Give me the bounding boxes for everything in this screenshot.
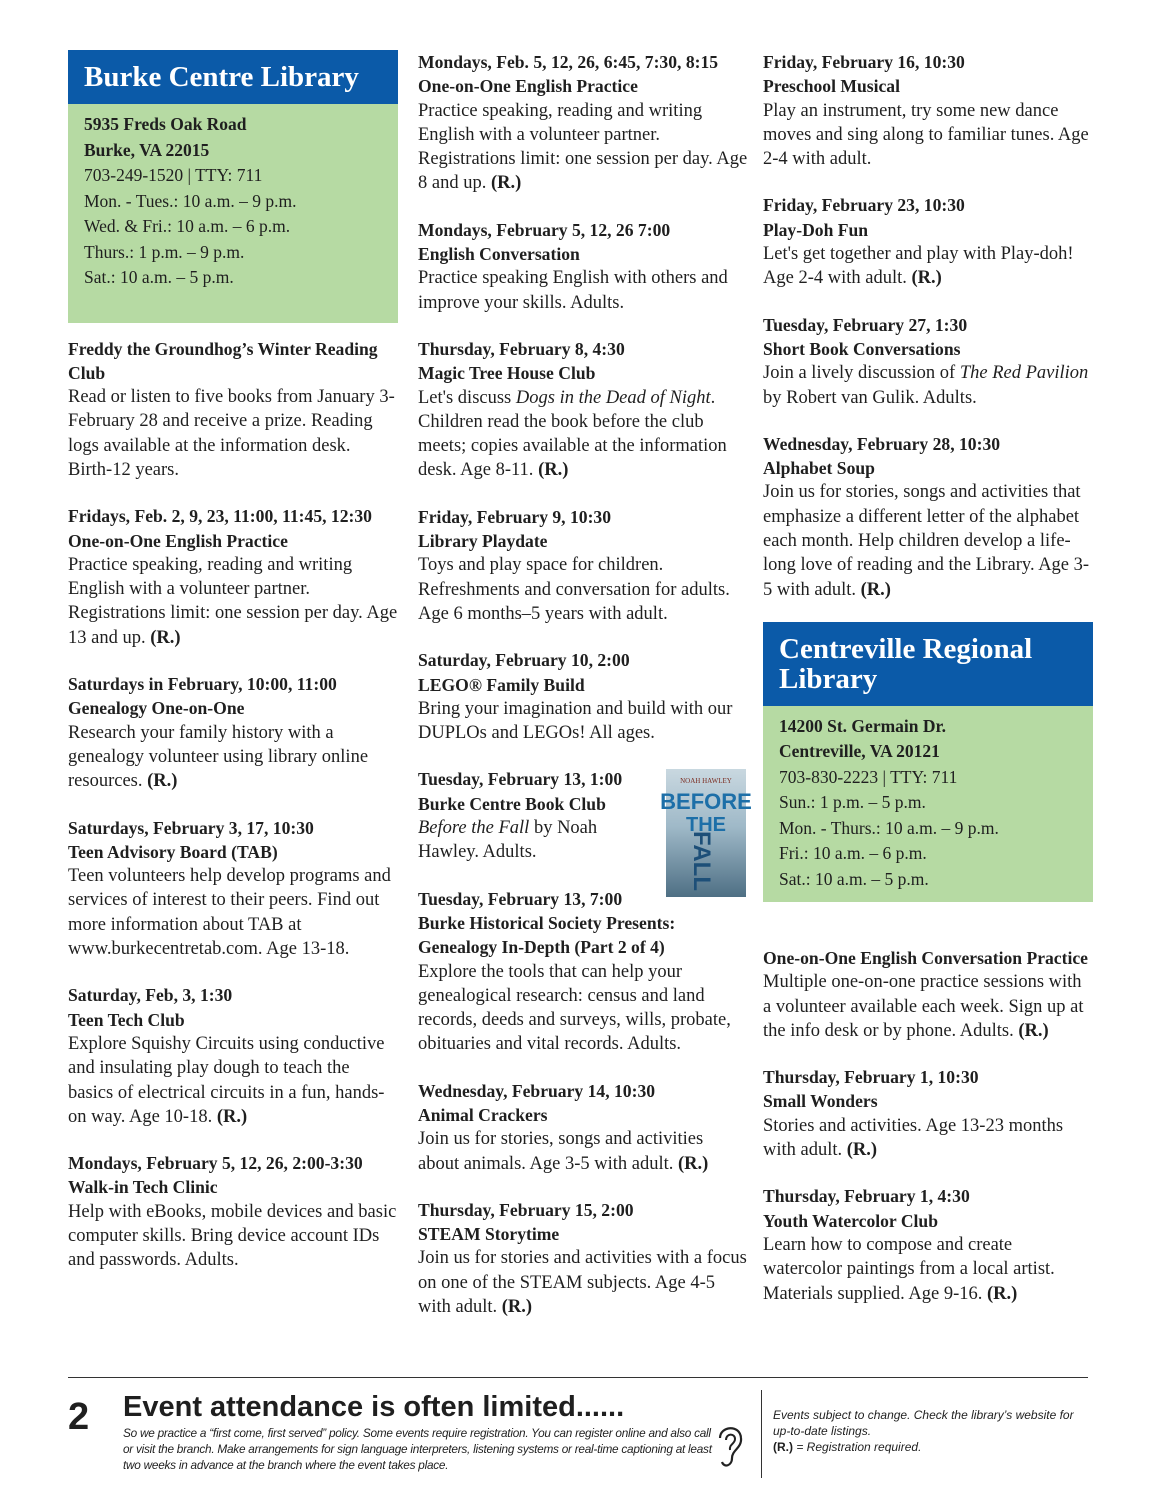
cover-title-word: FALL	[688, 831, 715, 892]
burke-address-line2: Burke, VA 22015	[84, 139, 210, 160]
burke-phone: 703-249-1520 | TTY: 711	[84, 165, 263, 185]
event-desc	[763, 1114, 1093, 1163]
event-desc	[418, 99, 748, 196]
event-item	[68, 337, 398, 483]
event-desc-text: Practice speaking, reading and writing English with a volunteer partner. Registrations limit: one session per day. Age 13 and up.	[68, 554, 398, 648]
event-desc	[418, 386, 748, 483]
centreville-hours-line: Sat.: 10 a.m. – 5 p.m.	[779, 868, 929, 889]
event-when: Wednesday, February 14, 10:30	[418, 1080, 656, 1101]
event-when: Tuesday, February 13, 1:00	[418, 769, 623, 790]
event-when: Friday, February 16, 10:30	[763, 52, 965, 72]
event-desc	[418, 697, 748, 746]
book-title: The Red Pavilion	[959, 363, 1089, 384]
event-title: One-on-One English Conversation Practice	[763, 948, 1088, 968]
event-desc-text: Help with eBooks, mobile devices and basic computer skills. Bring device account IDs and passwords. Adults.	[68, 1201, 397, 1271]
registration-mark: (R.)	[216, 1106, 248, 1127]
registration-key-mark: (R.)	[773, 1440, 793, 1454]
registration-mark: (R.)	[538, 460, 569, 481]
event-item	[763, 193, 1093, 290]
event-desc	[763, 970, 1093, 1043]
cover-author: NOAH HAWLEY	[680, 777, 732, 786]
col1-event-list	[68, 337, 398, 1273]
registration-mark: (R.)	[490, 173, 522, 194]
event-desc-text: Bring your imagination and build with our DUPLOs and LEGOs! All ages.	[418, 698, 733, 744]
event-desc-text: Join a lively discussion of	[763, 363, 960, 384]
event-item	[418, 648, 748, 745]
burke-hours-line: Mon. - Tues.: 10 a.m. – 9 p.m.	[84, 190, 297, 211]
burke-library-header: Burke Centre Library	[68, 50, 398, 104]
event-when: Fridays, Feb. 2, 9, 23, 11:00, 11:45, 12:30	[68, 506, 372, 527]
event-desc-text: Stories and activities. Age 13-23 months with adult.	[763, 1115, 1064, 1161]
event-item	[68, 816, 398, 962]
event-title: Freddy the Groundhog’s Winter Reading Club	[68, 338, 378, 383]
event-desc-text: Join us for stories and activities with a focus on one of the STEAM subjects. Age 4-5 with adult.	[418, 1248, 747, 1318]
event-when: Mondays, Feb. 5, 12, 26, 6:45, 7:30, 8:15	[418, 52, 719, 72]
footer-body: So we practice a “first come, first served” policy. Some events require registration. You can register online and also call or visit the branch. Make arrangements for sign language interpreters, listening systems or real-time captioning at least two weeks in advance at the branch where the event takes place.	[123, 1426, 712, 1472]
registration-mark: (R.)	[150, 627, 181, 648]
cover-title-word: BEFORE	[660, 789, 752, 815]
registration-mark: (R.)	[1018, 1020, 1049, 1041]
col3-event-list-a	[763, 50, 1093, 291]
event-desc	[763, 361, 1093, 410]
event-item	[763, 1184, 1093, 1305]
event-title: One-on-One English Practice	[418, 76, 638, 97]
col3-event-list-b	[763, 946, 1093, 1328]
event-title: One-on-One English Practice	[68, 530, 288, 551]
footer-divider	[68, 1377, 1088, 1378]
event-when: Saturdays, February 3, 17, 10:30	[68, 817, 314, 838]
event-title: Genealogy One-on-One	[68, 698, 245, 719]
centreville-hours-line: Sun.: 1 p.m. – 5 p.m.	[779, 792, 926, 813]
event-when: Friday, February 23, 10:30	[763, 195, 965, 216]
event-title: Magic Tree House Club	[418, 363, 596, 384]
event-item	[68, 504, 398, 650]
event-title: English Conversation	[418, 244, 580, 265]
event-desc-text: Explore the tools that can help your genealogical research: census and land records, deeds and surveys, wills, probate, obituaries and vital records. Adults.	[418, 961, 731, 1055]
event-desc-text: Read or listen to five books from January 3-February 28 and receive a prize. Reading logs available at the information desk. Birth-12 years.	[68, 387, 395, 480]
event-desc	[418, 1127, 748, 1176]
centreville-library-header: Centreville Regional Library	[763, 622, 1093, 706]
event-when: Thursday, February 15, 2:00	[418, 1199, 634, 1220]
event-desc	[68, 553, 398, 650]
registration-mark: (R.)	[147, 771, 178, 792]
registration-key	[773, 1439, 1093, 1455]
event-desc-text: Join us for stories, songs and activities about animals. Age 3-5 with adult.	[418, 1129, 704, 1174]
event-desc	[68, 385, 398, 482]
event-item	[418, 218, 748, 315]
event-alphabet-soup	[763, 432, 1093, 602]
event-title: Play-Doh Fun	[763, 219, 869, 240]
event-desc	[68, 864, 398, 961]
event-title: Animal Crackers	[418, 1104, 548, 1125]
event-item	[763, 50, 1093, 171]
registration-key-meaning: = Registration required.	[793, 1440, 922, 1454]
burke-hours-line: Wed. & Fri.: 10 a.m. – 6 p.m.	[84, 216, 291, 236]
event-book-club	[418, 767, 752, 892]
burke-library-info	[68, 104, 398, 323]
event-magic-tree-house	[418, 337, 748, 483]
event-desc	[68, 1032, 398, 1129]
event-item	[68, 672, 398, 793]
event-desc-text: . Children read the book before the club meets; copies available at the information desk. Age 8-11.	[418, 387, 727, 481]
event-desc-text: by Robert van Gulik. Adults.	[763, 387, 977, 408]
centreville-hours-line: Fri.: 10 a.m. – 6 p.m.	[779, 843, 927, 864]
event-desc-text: Research your family history with a genealogy volunteer using library online resources.	[68, 722, 369, 792]
footer-heading: Event attendance is often limited......	[123, 1391, 625, 1423]
centreville-hours-line: Mon. - Thurs.: 10 a.m. – 9 p.m.	[779, 817, 999, 838]
event-desc-text: Join us for stories, songs and activities that emphasize a different letter of the alphabet each month. Help children develop a life-long love of reading and the Library. Age 3-5 with adult.	[763, 482, 1090, 600]
event-short-book	[763, 313, 1093, 410]
event-desc-text: Explore Squishy Circuits using conductive and insulating play dough to teach the basics of electrical circuits in a fun, hands-on way. Age 10-18.	[68, 1033, 385, 1127]
centreville-library-info	[763, 706, 1093, 903]
event-title: Teen Advisory Board (TAB)	[68, 841, 278, 862]
event-desc	[763, 480, 1093, 601]
event-desc	[68, 1200, 398, 1273]
event-title: Library Playdate	[418, 531, 548, 552]
event-title: LEGO® Family Build	[418, 674, 585, 695]
book-title: Before the Fall	[418, 818, 530, 839]
event-desc	[763, 1233, 1093, 1306]
event-item	[418, 1198, 748, 1319]
event-when: Tuesday, February 13, 7:00	[418, 888, 623, 909]
event-title: Burke Centre Book Club	[418, 793, 606, 814]
event-when: Thursday, February 8, 4:30	[418, 338, 625, 359]
footer-vertical-divider	[761, 1390, 762, 1478]
event-title: Alphabet Soup	[763, 458, 875, 479]
event-title: STEAM Storytime	[418, 1224, 560, 1245]
page-number: 2	[68, 1396, 90, 1438]
event-item	[68, 1151, 398, 1272]
hearing-ear-icon	[710, 1420, 748, 1472]
event-desc	[418, 266, 748, 315]
footer-note-text: Events subject to change. Check the library’s website for up-to-date listings.	[773, 1408, 1074, 1438]
registration-mark: (R.)	[678, 1153, 709, 1174]
event-desc-text: Learn how to compose and create watercolor paintings from a local artist. Materials supplied. Age 9-16.	[763, 1234, 1055, 1304]
event-item	[418, 505, 748, 626]
event-when: Mondays, February 5, 12, 26 7:00	[418, 219, 671, 240]
event-desc-text: by Noah Hawley. Adults.	[418, 818, 598, 863]
cover-title-word: THE	[686, 814, 726, 837]
event-desc	[418, 553, 748, 626]
event-title: Short Book Conversations	[763, 338, 961, 359]
event-item	[763, 946, 1093, 1043]
event-when: Mondays, February 5, 12, 26, 2:00-3:30	[68, 1153, 363, 1174]
event-item	[418, 1079, 748, 1176]
registration-mark: (R.)	[846, 1140, 878, 1161]
event-when: Friday, February 9, 10:30	[418, 506, 612, 527]
centreville-address-line1: 14200 St. Germain Dr.	[779, 715, 947, 736]
col2-event-list-c	[418, 887, 748, 1320]
event-title: Preschool Musical	[763, 76, 900, 97]
col2-event-list-a	[418, 50, 748, 315]
centreville-phone: 703-830-2223 | TTY: 711	[779, 766, 958, 787]
column-3	[763, 50, 1093, 902]
event-title: Youth Watercolor Club	[763, 1210, 938, 1231]
event-when: Thursday, February 1, 4:30	[763, 1186, 970, 1207]
footer-note	[773, 1407, 1093, 1455]
event-when: Saturday, February 10, 2:00	[418, 650, 630, 671]
event-when: Saturdays in February, 10:00, 11:00	[68, 674, 337, 695]
event-item	[763, 1065, 1093, 1162]
column-1	[68, 50, 398, 1295]
registration-mark: (R.)	[501, 1297, 533, 1318]
event-when: Tuesday, February 27, 1:30	[763, 314, 968, 335]
event-desc	[763, 242, 1093, 291]
book-cover-image	[660, 769, 752, 897]
centreville-address-line2: Centreville, VA 20121	[779, 741, 940, 762]
registration-mark: (R.)	[987, 1283, 1018, 1304]
registration-mark: (R.)	[911, 268, 942, 289]
event-item	[418, 887, 748, 1057]
column-2	[418, 50, 752, 1341]
event-title: Walk-in Tech Clinic	[68, 1177, 218, 1198]
event-desc-text: Practice speaking, reading and writing English with a volunteer partner. Registrations limit: one session per day. Age 8 and up.	[418, 100, 748, 194]
event-desc	[418, 960, 748, 1057]
event-desc	[418, 816, 618, 865]
event-when: Saturday, Feb, 3, 1:30	[68, 985, 233, 1006]
event-title: Burke Historical Society Presents: Genealogy In-Depth (Part 2 of 4)	[418, 912, 676, 958]
event-desc-text: Multiple one-on-one practice sessions with a volunteer available each week. Sign up at the info desk or by phone. Adults.	[763, 972, 1084, 1041]
event-desc-text: Let's discuss	[418, 387, 516, 408]
burke-hours-line: Sat.: 10 a.m. – 5 p.m.	[84, 267, 234, 287]
event-desc-text: Play an instrument, try some new dance moves and sing along to familiar tunes. Age 2-4 with adult.	[763, 100, 1089, 170]
event-desc-text: Toys and play space for children. Refreshments and conversation for adults. Age 6 months–5 years with adult.	[418, 555, 730, 624]
event-item	[68, 983, 398, 1129]
event-title: Teen Tech Club	[68, 1009, 185, 1030]
book-title: Dogs in the Dead of Night	[515, 387, 711, 408]
event-item	[418, 50, 748, 196]
event-when: Thursday, February 1, 10:30	[763, 1067, 979, 1088]
event-desc	[418, 1246, 748, 1319]
registration-mark: (R.)	[860, 579, 891, 600]
event-desc-text: Practice speaking English with others and improve your skills. Adults.	[418, 268, 728, 313]
event-desc-text: Let's get together and play with Play-doh! Age 2-4 with adult.	[763, 244, 1074, 289]
burke-address-line1: 5935 Freds Oak Road	[84, 114, 247, 134]
event-desc	[68, 721, 398, 794]
event-desc	[763, 99, 1093, 172]
col2-event-list-b	[418, 505, 748, 746]
event-desc-text: Teen volunteers help develop programs and services of interest to their peers. Find out more information about TAB at www.burkecentretab.com. Age 13-18.	[68, 866, 391, 960]
event-title: Small Wonders	[763, 1091, 878, 1112]
burke-hours-line: Thurs.: 1 p.m. – 9 p.m.	[84, 241, 245, 262]
event-when: Wednesday, February 28, 10:30	[763, 433, 1001, 454]
